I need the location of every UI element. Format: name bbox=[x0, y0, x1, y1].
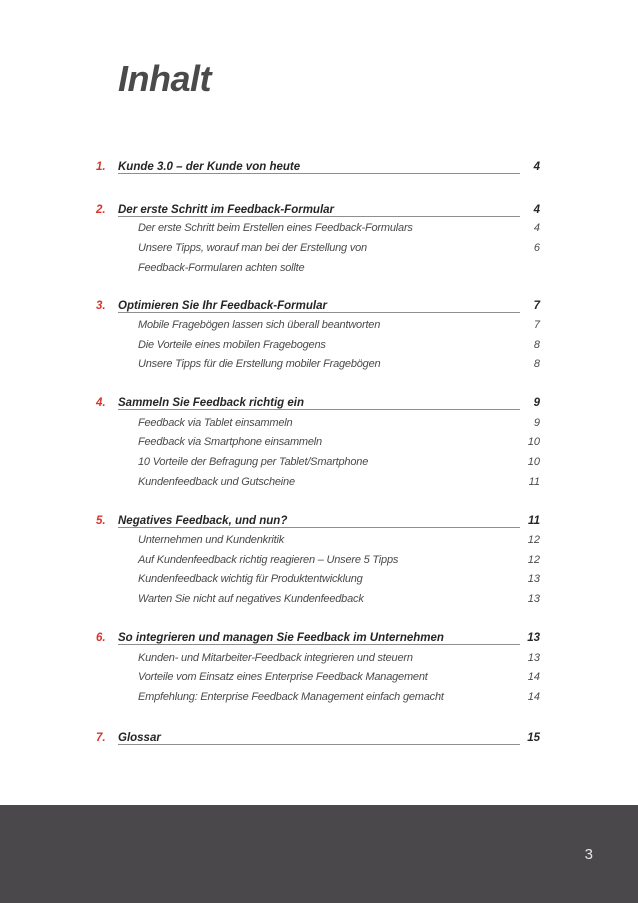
page-title: Inhalt bbox=[118, 58, 211, 99]
chapter-title: Glossar bbox=[118, 732, 165, 744]
page-number: 3 bbox=[584, 846, 593, 863]
chapter-title: Der erste Schritt im Feedback-Formular bbox=[118, 204, 338, 216]
dotted-leader bbox=[118, 644, 520, 645]
subentry-title: Unternehmen und Kundenkritik bbox=[138, 534, 285, 546]
chapter-number: 2. bbox=[96, 204, 106, 216]
subentry-page: 11 bbox=[528, 476, 540, 488]
toc-chapter-5[interactable] bbox=[0, 515, 638, 535]
dotted-leader bbox=[118, 173, 520, 174]
toc-chapter-2[interactable] bbox=[0, 204, 638, 224]
subentry-title: Unsere Tipps für die Erstellung mobiler Fragebögen bbox=[138, 358, 381, 370]
chapter-page: 11 bbox=[506, 515, 540, 527]
subentry-page: 13 bbox=[527, 593, 540, 605]
subentry-title: 10 Vorteile der Befragung per Tablet/Smartphone bbox=[138, 456, 369, 468]
subentry-title: Feedback via Tablet einsammeln bbox=[138, 417, 293, 429]
page-footer bbox=[0, 805, 638, 903]
chapter-page: 9 bbox=[506, 397, 540, 409]
subentry-title: Vorteile vom Einsatz eines Enterprise Feedback Management bbox=[138, 671, 428, 683]
subentry-title: Empfehlung: Enterprise Feedback Management einfach gemacht bbox=[138, 691, 444, 703]
chapter-page: 7 bbox=[506, 300, 540, 312]
subentry-title: Auf Kundenfeedback richtig reagieren – Unsere 5 Tipps bbox=[138, 554, 399, 566]
subentry-page: 9 bbox=[533, 417, 540, 429]
subentry-title: Warten Sie nicht auf negatives Kundenfeedback bbox=[138, 593, 364, 605]
chapter-page: 15 bbox=[506, 732, 540, 744]
chapter-number: 7. bbox=[96, 732, 106, 744]
toc-chapter-6[interactable] bbox=[0, 632, 638, 652]
subentry-title: Unsere Tipps, worauf man bei der Erstellung von bbox=[138, 242, 367, 254]
toc-subentry[interactable] bbox=[0, 262, 638, 282]
toc-chapter-7[interactable] bbox=[0, 732, 638, 752]
toc-subentry[interactable] bbox=[0, 242, 638, 262]
toc-subentry[interactable] bbox=[0, 593, 638, 613]
toc-subentry[interactable] bbox=[0, 691, 638, 711]
chapter-title: Optimieren Sie Ihr Feedback-Formular bbox=[118, 300, 331, 312]
chapter-page: 4 bbox=[506, 161, 540, 173]
toc-subentry[interactable] bbox=[0, 436, 638, 456]
chapter-title: Kunde 3.0 – der Kunde von heute bbox=[118, 161, 304, 173]
chapter-number: 1. bbox=[96, 161, 106, 173]
chapter-number: 3. bbox=[96, 300, 106, 312]
subentry-title: Feedback-Formularen achten sollte bbox=[138, 262, 305, 274]
dotted-leader bbox=[118, 216, 520, 217]
subentry-page: 12 bbox=[527, 554, 540, 566]
toc-subentry[interactable] bbox=[0, 554, 638, 574]
subentry-title: Der erste Schritt beim Erstellen eines Feedback-Formulars bbox=[138, 222, 413, 234]
subentry-page: 10 bbox=[527, 436, 540, 448]
subentry-page: 8 bbox=[533, 358, 540, 370]
toc-subentry[interactable] bbox=[0, 339, 638, 359]
toc-subentry[interactable] bbox=[0, 652, 638, 672]
toc-subentry[interactable] bbox=[0, 222, 638, 242]
subentry-page: 14 bbox=[527, 691, 540, 703]
toc-subentry[interactable] bbox=[0, 417, 638, 437]
subentry-page: 6 bbox=[533, 242, 540, 254]
subentry-page: 4 bbox=[533, 222, 540, 234]
subentry-page: 13 bbox=[527, 573, 540, 585]
chapter-title: So integrieren und managen Sie Feedback im Unternehmen bbox=[118, 632, 448, 644]
toc-subentry[interactable] bbox=[0, 534, 638, 554]
toc-chapter-3[interactable] bbox=[0, 300, 638, 320]
toc-subentry[interactable] bbox=[0, 319, 638, 339]
subentry-page: 13 bbox=[527, 652, 540, 664]
dotted-leader bbox=[118, 744, 520, 745]
chapter-page: 13 bbox=[506, 632, 540, 644]
toc-subentry[interactable] bbox=[0, 456, 638, 476]
chapter-number: 5. bbox=[96, 515, 106, 527]
toc-subentry[interactable] bbox=[0, 358, 638, 378]
subentry-title: Mobile Fragebögen lassen sich überall beantworten bbox=[138, 319, 381, 331]
dotted-leader bbox=[118, 527, 520, 528]
toc-subentry[interactable] bbox=[0, 476, 638, 496]
chapter-number: 6. bbox=[96, 632, 106, 644]
subentry-page: 10 bbox=[527, 456, 540, 468]
subentry-title: Kundenfeedback wichtig für Produktentwicklung bbox=[138, 573, 363, 585]
subentry-title: Kunden- und Mitarbeiter-Feedback integrieren und steuern bbox=[138, 652, 413, 664]
toc-subentry[interactable] bbox=[0, 573, 638, 593]
dotted-leader bbox=[118, 409, 520, 410]
subentry-page: 7 bbox=[533, 319, 540, 331]
chapter-title: Sammeln Sie Feedback richtig ein bbox=[118, 397, 308, 409]
chapter-number: 4. bbox=[96, 397, 106, 409]
dotted-leader bbox=[118, 312, 520, 313]
subentry-page: 14 bbox=[527, 671, 540, 683]
subentry-title: Feedback via Smartphone einsammeln bbox=[138, 436, 322, 448]
toc-chapter-4[interactable] bbox=[0, 397, 638, 417]
toc-subentry[interactable] bbox=[0, 671, 638, 691]
chapter-title: Negatives Feedback, und nun? bbox=[118, 515, 291, 527]
chapter-page: 4 bbox=[506, 204, 540, 216]
subentry-page: 12 bbox=[527, 534, 540, 546]
subentry-title: Die Vorteile eines mobilen Fragebogens bbox=[138, 339, 326, 351]
toc-chapter-1[interactable] bbox=[0, 161, 638, 181]
subentry-page: 8 bbox=[533, 339, 540, 351]
subentry-title: Kundenfeedback und Gutscheine bbox=[138, 476, 295, 488]
